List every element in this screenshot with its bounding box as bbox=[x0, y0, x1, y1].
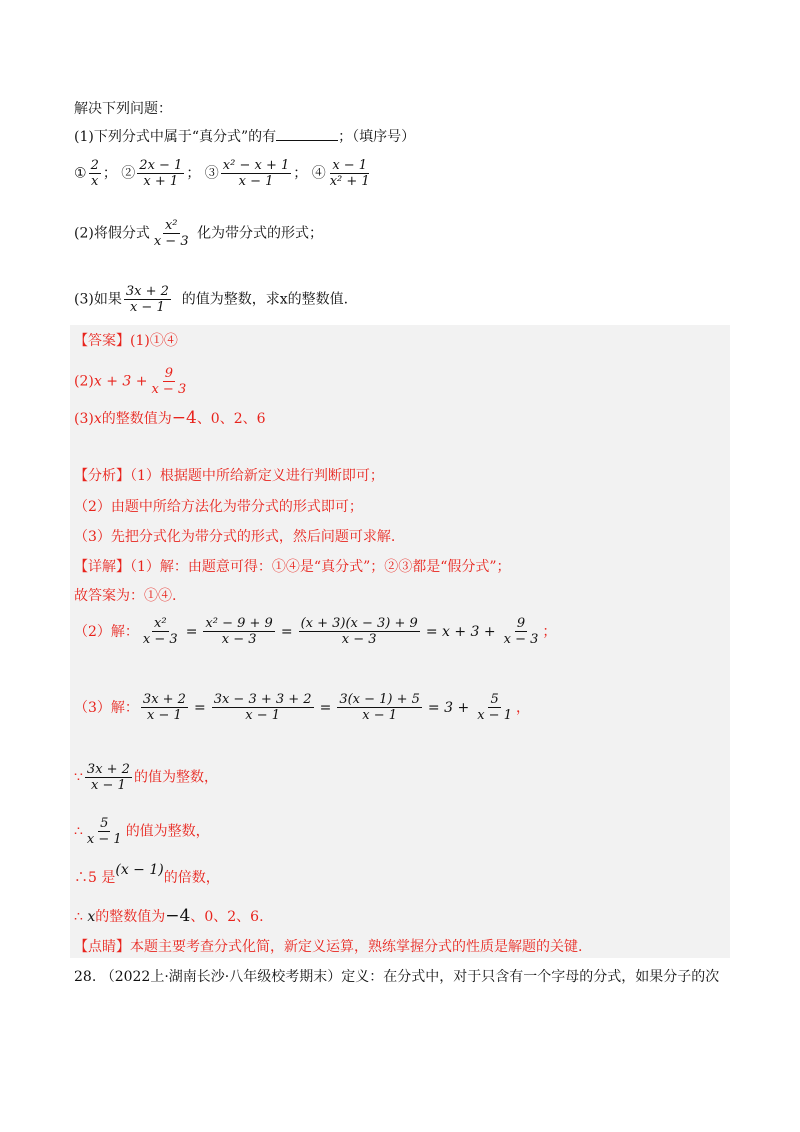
analysis-line-2: （2）由题中所给方法化为带分式的形式即可； bbox=[74, 499, 363, 515]
question-28: 28. （2022上·湖南长沙·八年级校考期末）定义：在分式中，对于只含有一个字母的分式，如果分子的次 bbox=[74, 969, 720, 985]
intro-text: 解决下列问题： bbox=[74, 101, 172, 117]
q1-suffix: ；（填序号） bbox=[338, 129, 416, 145]
option-4-fraction: $\frac{x - 1}{\text{x² + 1}}$ bbox=[329, 158, 370, 189]
analysis-label: 【分析】 bbox=[74, 468, 130, 484]
answer-label: 【答案】 bbox=[74, 333, 130, 349]
comment-label: 【点睛】 bbox=[74, 939, 130, 955]
q1-prefix: (1)下列分式中属于“真分式”的有 bbox=[74, 129, 277, 145]
q3-fraction: $\frac{3x + 2}{x - 1}$ bbox=[125, 284, 169, 315]
answer-blank bbox=[276, 126, 338, 141]
question-2: (2)将假分式 $\frac{\text{x²}}{x - 3}$ 化为带分式的形式； bbox=[74, 218, 324, 249]
answer-line-2: (2)x + 3 + $\frac{9}{x - 3}$ bbox=[74, 366, 187, 397]
question-3: (3)如果 $\frac{3x + 2}{x - 1}$ 的值为整数，求x的整数值. bbox=[74, 284, 349, 315]
option-2-fraction: $\frac{2x - 1}{x + 1}$ bbox=[139, 158, 183, 189]
question-1 bbox=[74, 126, 415, 147]
answer-line-1: 【答案】(1)①④ bbox=[74, 333, 178, 349]
detail-step-3: （3）解： $\frac{3x + 2}{x - 1}$ = $\frac{3x - 3 + 3 + 2}{x - 1}$ = $\frac{3(x - 1) + 5}{x - 1}$ = 3 + $\frac{5}{x - 1}$ ， bbox=[74, 692, 530, 723]
option-1-label: ① bbox=[74, 165, 87, 182]
option-1-fraction: $\frac{2}{x}$ bbox=[90, 158, 99, 189]
analysis-line-3: （3）先把分式化为带分式的形式，然后问题可求解. bbox=[74, 529, 396, 545]
because-line: ∵ $\frac{3x + 2}{x - 1}$ 的值为整数， bbox=[74, 762, 218, 793]
answer-2-fraction: $\frac{9}{x - 3}$ bbox=[151, 366, 187, 397]
option-3-label: ③ bbox=[204, 165, 219, 182]
therefore-line-2: ∴5 是(x − 1)的倍数， bbox=[74, 862, 220, 886]
detail-line-2: 故答案为：①④. bbox=[74, 588, 177, 604]
therefore-line-3: ∴ x的整数值为−4、0、2、6. bbox=[74, 906, 264, 926]
therefore-line-1: ∴ $\frac{5}{x - 1}$ 的值为整数， bbox=[74, 816, 210, 847]
option-2-label: ② bbox=[121, 165, 136, 182]
comment-line: 【点睛】本题主要考查分式化简，新定义运算，熟练掌握分式的性质是解题的关键. bbox=[74, 939, 583, 955]
option-4-label: ④ bbox=[311, 165, 326, 182]
detail-label: 【详解】 bbox=[74, 559, 130, 575]
option-3-fraction: $\frac{\text{x² − x + 1}}{x - 1}$ bbox=[222, 158, 290, 189]
question-1-options: ① $\frac{2}{x}$ ； ② $\frac{2x - 1}{x + 1}$ ； ③ $\frac{\text{x² − x + 1}}{x - 1}$ ； ④ $\frac{x - 1}{\text{x² + 1}}$ bbox=[74, 158, 370, 189]
detail-line-1: 【详解】（1）解：由题意可得：①④是“真分式”；②③都是“假分式”； bbox=[74, 559, 511, 575]
answer-line-3: (3)x的整数值为−4、0、2、6 bbox=[74, 408, 266, 428]
q2-fraction: $\frac{\text{x²}}{x - 3}$ bbox=[153, 218, 189, 249]
detail-step-2: （2）解： $\frac{\text{x²}}{x - 3}$ = $\frac{\text{x² − 9 + 9}}{x - 3}$ = $\frac{(x + 3)(x - 3) + 9}{x - 3}$ = x + 3 + $\frac{9}{x - 3}$ ； bbox=[74, 616, 557, 647]
analysis-line-1: 【分析】（1）根据题中所给新定义进行判断即可； bbox=[74, 468, 384, 484]
